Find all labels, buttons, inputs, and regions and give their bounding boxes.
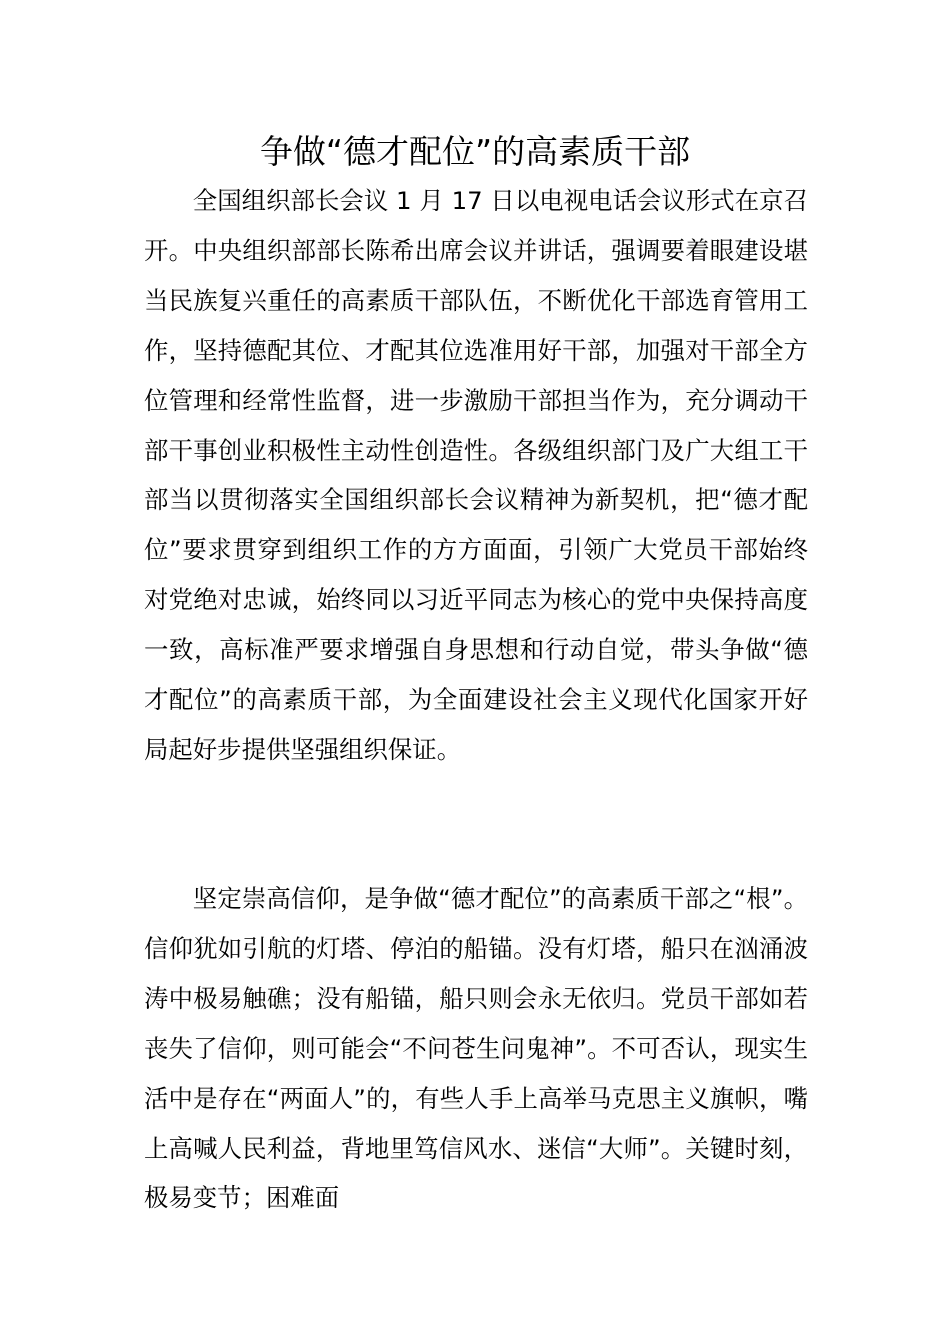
document-title: 争做“德才配位”的高素质干部	[259, 132, 691, 171]
paragraph-2: 坚定崇高信仰，是争做“德才配位”的高素质干部之“根”。信仰犹如引航的灯塔、停泊的船锚。没有灯塔，船只在汹涌波涛中极易触礁；没有船锚，船只则会永无依归。党员干部如若丧失了信仰，则可能会“不问苍生问鬼神”。不可否认，现实生活中是存在“两面人”的，有些人手上高举马克思主义旗帜，嘴上高喊人民利益，背地里笃信风水、迷信“大师”。关键时刻，极易变节；困难面	[144, 884, 808, 1213]
paragraph-1: 全国组织部长会议 1 月 17 日以电视电话会议形式在京召开。中央组织部部长陈希出席会议并讲话，强调要着眼建设堪当民族复兴重任的高素质干部队伍，不断优化干部选育管用工作，坚持德配其位、才配其位选准用好干部，加强对干部全方位管理和经常性监督，进一步激励干部担当作为，充分调动干部干事创业积极性主动性创造性。各级组织部门及广大组工干部当以贯彻落实全国组织部长会议精神为新契机，把“德才配位”要求贯穿到组织工作的方方面面，引领广大党员干部始终对党绝对忠诚，始终同以习近平同志为核心的党中央保持高度一致，高标准严要求增强自身思想和行动自觉，带头争做“德才配位”的高素质干部，为全面建设社会主义现代化国家开好局起好步提供坚强组织保证。	[144, 186, 808, 764]
